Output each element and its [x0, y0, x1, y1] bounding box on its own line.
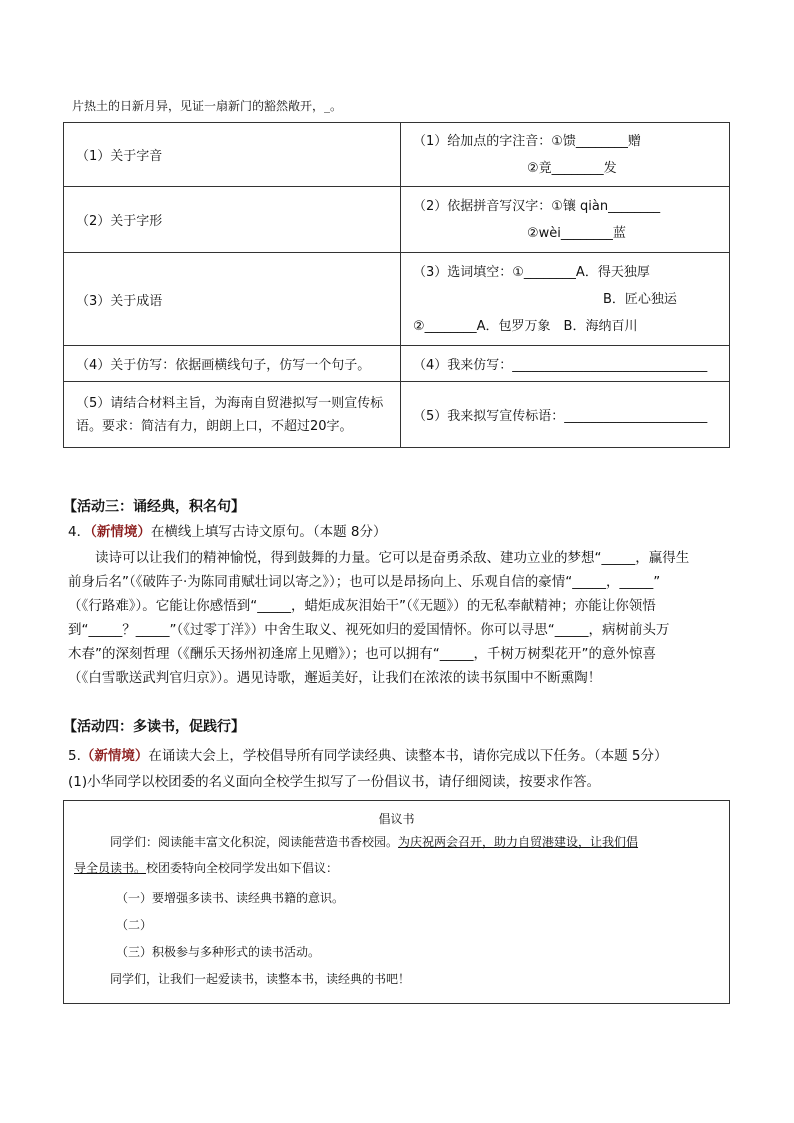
question-5-stem — [68, 744, 728, 768]
proposal-closing: 同学们，让我们一起爱读书，读整本书，读经典的书吧！ — [110, 972, 411, 986]
task-line: ②wèi________蓝 — [527, 225, 626, 241]
table-cell-topic: （1）关于字音 — [64, 123, 401, 187]
passage-line: 木春”的深刻哲理（《酬乐天扬州初逢席上见赠》）；也可以拥有“_____，千树万树梨花开”的意外惊喜 — [68, 646, 656, 662]
new-context-tag: （新情境） — [80, 748, 149, 764]
proposal-title: 倡议书 — [378, 812, 415, 826]
question-4-stem — [68, 520, 728, 544]
table-row — [64, 382, 730, 448]
table-cell-task: （4）我来仿写：______________________________ — [401, 346, 730, 382]
passage-line: 读诗可以让我们的精神愉悦，得到鼓舞的力量。它可以是奋勇杀敌、建功立业的梦想“_____，赢得生 — [95, 550, 690, 566]
task-line: ②竟________发 — [527, 160, 617, 176]
question-text: 在横线上填写古诗文原句。（本题 8分） — [150, 524, 387, 540]
proposal-item-2: （二） — [116, 918, 153, 932]
task-line: （3）选词填空：①________A．得天独厚 — [413, 264, 650, 280]
question-text: 在诵读大会上，学校倡导所有同学读经典、读整本书，请你完成以下任务。（本题 5分） — [148, 748, 668, 764]
table-cell-topic: （4）关于仿写：依据画横线句子，仿写一个句子。 — [64, 346, 401, 382]
task-line: （2）依据拼音写汉字：①镶 qiàn________ — [413, 198, 661, 214]
proposal-box — [63, 800, 730, 1004]
task-line: B．匠心独运 — [603, 291, 677, 307]
proposal-paragraph-cont — [74, 857, 724, 879]
question-number: 4． — [68, 524, 91, 540]
proposal-text: 校团委特向全校同学发出如下倡议： — [146, 861, 339, 875]
table-row — [64, 123, 730, 187]
table-cell-task — [401, 187, 730, 253]
table-cell-topic: （3）关于成语 — [64, 253, 401, 346]
table-row — [64, 187, 730, 253]
question-4-passage — [68, 546, 728, 690]
intro-line: 片热土的日新月异，见证一扇新门的豁然敞开，_。 — [72, 99, 343, 113]
activity-4-heading: 【活动四：多读书，促践行】 — [63, 719, 245, 735]
table-row — [64, 253, 730, 346]
new-context-tag: （新情境） — [90, 524, 151, 540]
passage-line: 到“_____？_____”（《过零丁洋》）中舍生取义、视死如归的爱国情怀。你可以寻思“_____，病树前头万 — [68, 622, 670, 638]
table-cell-task — [401, 253, 730, 346]
table-cell-topic: （2）关于字形 — [64, 187, 401, 253]
proposal-text: 同学们：阅读能丰富文化积淀，阅读能营造书香校园。 — [110, 835, 399, 849]
question-table — [63, 122, 730, 448]
question-5-sub: (1)小华同学以校团委的名义面向全校学生拟写了一份倡议书，请仔细阅读，按要求作答。 — [68, 774, 601, 790]
proposal-item-1: （一）要增强多读书、读经典书籍的意识。 — [116, 891, 345, 905]
proposal-item-3: （三）积极参与多种形式的读书活动。 — [116, 945, 321, 959]
passage-line: （《行路难》）。它能让你感悟到“_____，蜡炬成灰泪始干”（《无题》）的无私奉献精神；亦能让你领悟 — [68, 598, 656, 614]
table-cell-task — [401, 123, 730, 187]
table-cell-topic: （5）请结合材料主旨，为海南自贸港拟写一则宣传标语。要求：简洁有力，朗朗上口，不超过20字。 — [64, 382, 401, 448]
proposal-paragraph — [74, 831, 724, 853]
task-line: （1）给加点的字注音：①馈________赠 — [413, 133, 641, 149]
question-number: 5. — [68, 748, 81, 764]
task-line: ②________A．包罗万象 B．海纳百川 — [413, 318, 638, 334]
table-cell-task: （5）我来拟写宣传标语：______________________ — [401, 382, 730, 448]
underlined-sentence: 为庆祝两会召开，助力自贸港建设，让我们倡 — [398, 835, 639, 849]
underlined-sentence: 导全员读书。 — [74, 861, 147, 875]
passage-line: （《白雪歌送武判官归京》）。遇见诗歌，邂逅美好，让我们在浓浓的读书氛围中不断熏陶！ — [68, 670, 602, 686]
passage-line: 前身后名”（《破阵子·为陈同甫赋壮词以寄之》）；也可以是昂扬向上、乐观自信的豪情“_____，_____” — [68, 574, 661, 590]
activity-3-heading: 【活动三：诵经典，积名句】 — [63, 499, 245, 515]
table-row — [64, 346, 730, 382]
